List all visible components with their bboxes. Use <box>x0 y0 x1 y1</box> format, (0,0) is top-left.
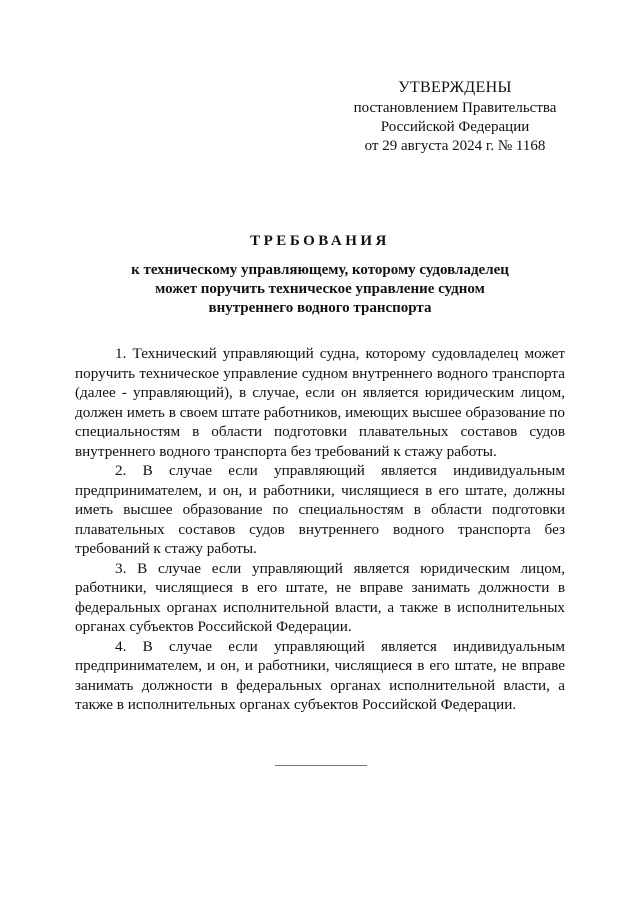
paragraph-4: 4. В случае если управляющий является индивидуальным предпринимателем, и он, и работники, числящиеся в его штате, не вправе занимать должности в федеральных органах исполнительной власти, а также в исполнительных органах субъектов Российской Федерации. <box>75 637 565 713</box>
paragraph-3: 3. В случае если управляющий является юридическим лицом, работники, числящиеся в его штате, не вправе занимать должности в федеральных органах исполнительной власти, а также в исполнительных органах субъектов Российской Федерации. <box>75 559 565 635</box>
subtitle-line-1: к техническому управляющему, которому судовладелец <box>131 262 509 278</box>
paragraph-2: 2. В случае если управляющий является индивидуальным предпринимателем, и он, и работники, числящиеся в его штате, должны иметь высшее образование по специальностям в области подготовки плавательных составов судов внутреннего водного транспорта без требований к стажу работы. <box>75 462 565 557</box>
approval-heading: УТВЕРЖДЕНЫ <box>398 79 512 96</box>
approval-line-2: Российской Федерации <box>380 119 530 135</box>
approval-line-3: от 29 августа 2024 г. № 1168 <box>364 138 546 154</box>
document-subtitle <box>60 261 580 318</box>
document-body <box>75 344 565 715</box>
subtitle-line-3: внутреннего водного транспорта <box>208 300 432 316</box>
document-heading <box>60 233 580 318</box>
document-title: ТРЕБОВАНИЯ <box>250 233 390 249</box>
approval-line-1: постановлением Правительства <box>353 100 557 116</box>
end-divider <box>275 765 367 766</box>
approval-stamp <box>330 78 580 156</box>
paragraph-1: 1. Технический управляющий судна, которому судовладелец может поручить техническое управление судном внутреннего водного транспорта (далее - управляющий), в случае, если он является юридическим лицом, должен иметь в своем штате работников, имеющих высшее образование по специальностям в области подготовки плавательных составов судов внутреннего водного транспорта без требований к стажу работы. <box>75 345 565 460</box>
subtitle-line-2: может поручить техническое управление судном <box>155 281 485 297</box>
